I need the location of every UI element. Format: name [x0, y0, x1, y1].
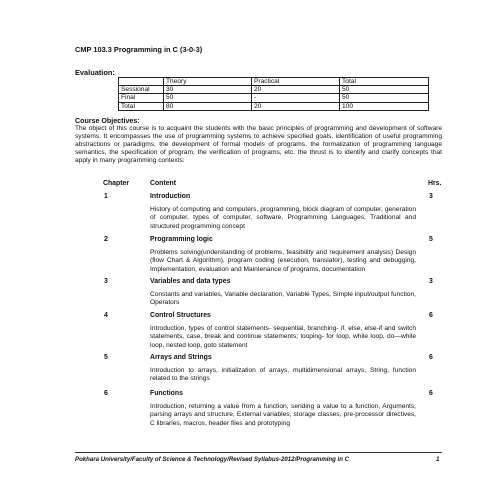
- table-cell: Total: [340, 78, 429, 86]
- course-title: CMP 103.3 Programming in C (3-0-3): [75, 45, 203, 54]
- evaluation-heading: Evaluation:: [75, 68, 115, 77]
- chapter-description: Problems solving(understanding of problems, feasibility and requirement analysis) Design (flow Chart & Algorithm), program coding (execution, translator), testing and debugging, Implementation, evaluation and Maintenance of programs, documentation: [150, 249, 416, 273]
- chapter-title: Arrays and Strings: [150, 354, 212, 361]
- table-cell: -: [252, 94, 340, 102]
- chapter-hours: 6: [429, 390, 433, 397]
- chapter-title: Programming logic: [150, 236, 213, 243]
- chapter-description: History of computing and computers, programming, block diagram of computer, generation of computer, types of computer, software, Programming Languages, Traditional and structured programming concept: [150, 206, 416, 230]
- table-cell: 50: [164, 94, 252, 102]
- chapter-hours: 6: [429, 354, 433, 361]
- footer-text: Pokhara University/Faculty of Science & Technology/Revised Syllabus-2012/Programming in C: [75, 456, 350, 463]
- column-header-hrs: Hrs.: [428, 180, 442, 187]
- objectives-text: The object of this course is to acquaint the students with the basic principles of programming and development of software systems. It encompasses the use of programming systems to achieve specified goals, identification of useful programming abstractions or paradigms, the development of formal models of programs, the formalization of programming language semantics, the specification of program, the verification of programs, etc. the thrust is to identify and clarify concepts that apply in many programming contexts:: [75, 125, 442, 165]
- chapter-hours: 3: [429, 278, 433, 285]
- footer-divider: [75, 452, 442, 453]
- table-cell: Total: [119, 102, 164, 110]
- chapter-description: Introduction to arrays, initialization of arrays, multidimensional arrays, String, function related to the strings: [150, 367, 416, 383]
- table-row: [119, 102, 429, 110]
- chapter-hours: 3: [429, 193, 433, 200]
- table-cell: 20: [252, 102, 340, 110]
- chapter-description: Introduction, returning a value from a function, sending a value to a function, Arguments, parsing arrays and structure, External variables, storage classes, pre-processor directives, C libraries, macros, header files and prototyping: [150, 403, 416, 427]
- chapter-number: 4: [104, 312, 108, 319]
- chapter-hours: 5: [429, 236, 433, 243]
- chapter-number: 3: [104, 278, 108, 285]
- evaluation-table: [118, 77, 429, 111]
- table-cell: Final: [119, 94, 164, 102]
- chapter-hours: 6: [429, 312, 433, 319]
- chapter-number: 5: [104, 354, 108, 361]
- chapter-title: Functions: [150, 390, 183, 397]
- table-row: [119, 86, 429, 94]
- chapter-description: Introduction, types of control statements- sequential, branching- if, else, else-if and switch statements, case, break and continue statements; looping- for loop, while loop, do—while loop, nested loop, goto statement: [150, 325, 416, 349]
- objectives-heading: Course Objectives:: [75, 117, 140, 125]
- table-row: [119, 78, 429, 86]
- chapter-title: Variables and data types: [150, 278, 231, 285]
- table-cell: Practical: [252, 78, 340, 86]
- table-cell: 20: [252, 86, 340, 94]
- table-cell: Theory: [164, 78, 252, 86]
- chapter-number: 1: [104, 193, 108, 200]
- table-row: [119, 94, 429, 102]
- table-cell: 100: [340, 102, 429, 110]
- table-cell: [119, 78, 164, 86]
- chapter-number: 2: [104, 236, 108, 243]
- table-cell: 50: [340, 94, 429, 102]
- chapter-title: Control Structures: [150, 312, 211, 319]
- table-cell: 50: [340, 86, 429, 94]
- chapter-title: Introduction: [150, 193, 191, 200]
- chapter-number: 6: [104, 390, 108, 397]
- column-header-content: Content: [150, 180, 177, 187]
- table-cell: 80: [164, 102, 252, 110]
- table-cell: Sessional: [119, 86, 164, 94]
- page-number: 1: [436, 456, 440, 463]
- column-header-chapter: Chapter: [103, 180, 130, 187]
- chapter-description: Constants and variables, Variable declaration, Variable Types, Simple input/output function, Operators: [150, 291, 416, 307]
- table-cell: 30: [164, 86, 252, 94]
